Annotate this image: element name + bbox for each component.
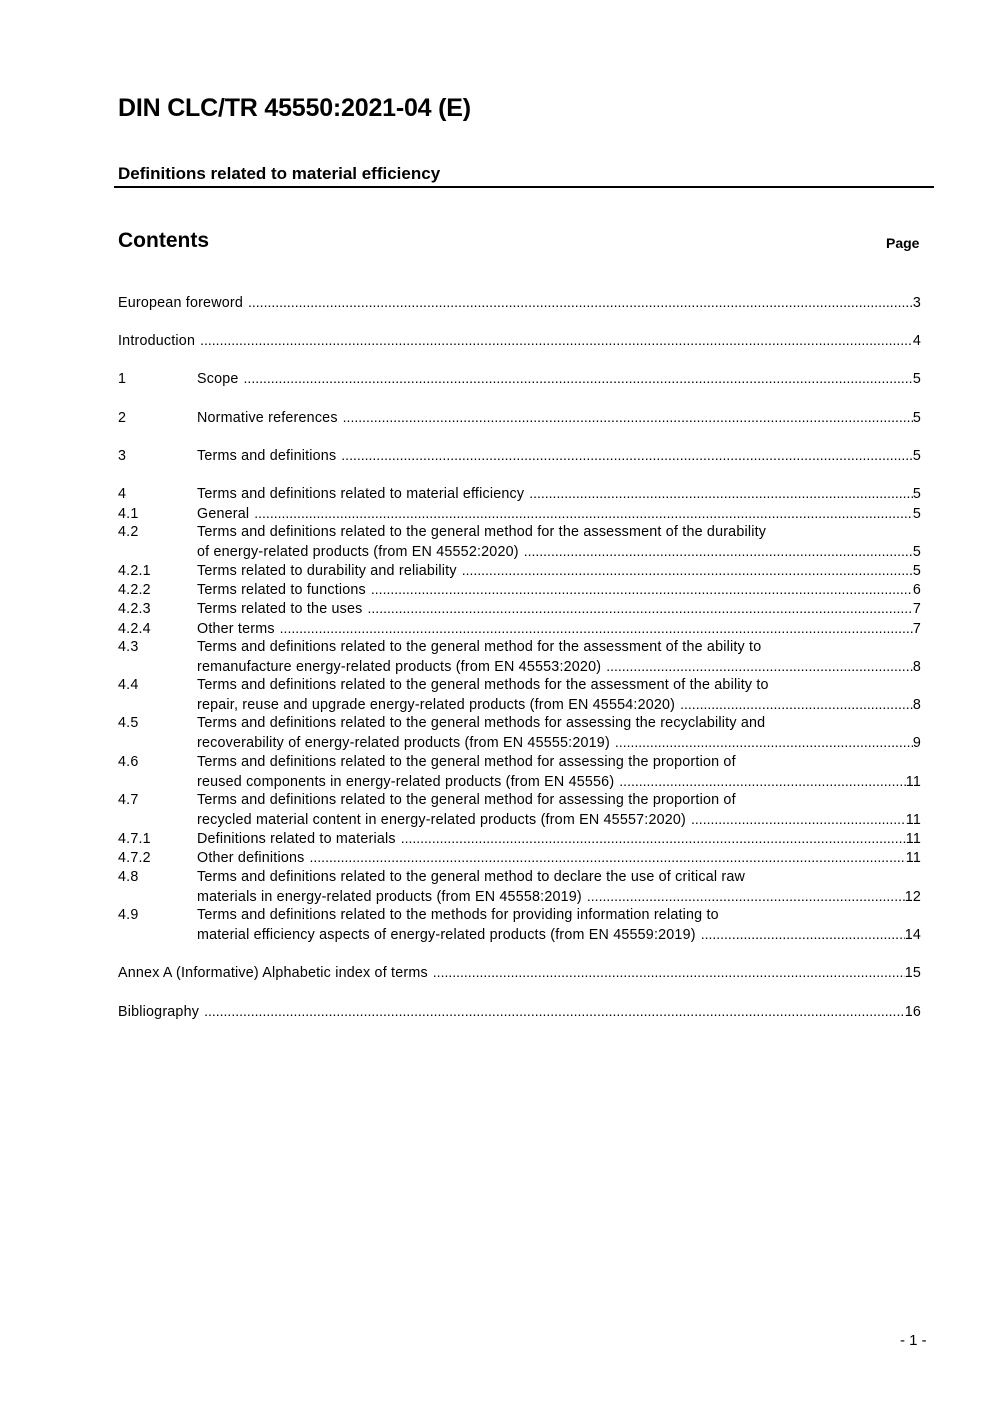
toc-entry-title: Normative references [197,410,338,426]
toc-dot-leader [341,446,913,465]
toc-page-number: 5 [912,410,921,426]
toc-line [118,523,921,542]
toc-dot-leader [368,599,913,618]
toc-line [118,829,921,848]
toc-entry[interactable] [118,714,921,752]
toc-dot-leader [462,561,913,580]
toc-entry-title: Terms and definitions related to the general methods for assessing the recyclability and [197,715,766,731]
toc-section-number: 4.5 [118,715,139,731]
toc-entry-title: reused components in energy-related products (from EN 45556) [197,774,615,791]
toc-entry-title: materials in energy-related products (from EN 45558:2019) [197,889,582,906]
toc-entry[interactable] [118,408,921,427]
toc-line [118,638,921,657]
toc-section-number: 4.2.4 [118,621,151,637]
toc-entry[interactable] [118,791,921,829]
toc-line [118,504,921,523]
toc-entry-title: material efficiency aspects of energy-related products (from EN 45559:2019) [197,927,696,944]
toc-dot-leader [587,887,905,906]
document-title: DIN CLC/TR 45550:2021-04 (E) [118,94,471,122]
toc-entry-title: Other terms [197,621,275,637]
toc-dot-leader [343,408,913,427]
toc-entry-title: Terms related to durability and reliability [197,563,457,579]
toc-page-number: 5 [912,563,921,579]
toc-page-number: 14 [904,927,921,944]
toc-dot-leader [200,331,913,350]
toc-entry-title: Terms and definitions related to the general methods for the assessment of the ability to [197,677,769,693]
toc-section-number: 3 [118,448,127,464]
toc-entry[interactable] [118,523,921,561]
toc-line [118,657,921,676]
toc-section-number: 4.2.1 [118,563,151,579]
toc-line [118,408,921,427]
toc-entry[interactable] [118,599,921,618]
toc-entry[interactable] [118,369,921,388]
toc-entry[interactable] [118,963,921,982]
toc-entry[interactable] [118,753,921,791]
toc-dot-leader [524,542,913,561]
toc-page-number: 5 [912,506,921,522]
toc-line [118,714,921,733]
toc-section-number: 4 [118,486,127,502]
toc-entry-title: Terms related to the uses [197,601,363,617]
toc-section-number: 4.2.3 [118,601,151,617]
toc-line [118,963,921,982]
toc-page-number: 3 [912,295,921,311]
toc-line [118,791,921,810]
toc-line [118,695,921,714]
toc-line [118,810,921,829]
toc-entry[interactable] [118,580,921,599]
toc-entry-title: Terms and definitions related to the general method for the assessment of the durability [197,524,767,540]
toc-dot-leader [615,733,913,752]
toc-section-number: 4.1 [118,506,139,522]
toc-entry[interactable] [118,868,921,906]
document-subtitle: Definitions related to material efficiency [118,164,441,183]
toc-entry-title: recoverability of energy-related products (from EN 45555:2019) [197,735,610,752]
toc-entry-title: Terms and definitions related to material efficiency [197,486,525,502]
toc-line [118,542,921,561]
toc-page-number: 15 [904,965,921,981]
toc-line [118,293,921,312]
toc-line [118,733,921,752]
toc-line [118,848,921,867]
toc-page-number: 9 [912,735,921,752]
toc-entry-title: General [197,506,250,522]
toc-line [118,599,921,618]
toc-line [118,561,921,580]
toc-entry[interactable] [118,1002,921,1021]
toc-page-number: 5 [912,371,921,387]
toc-line [118,331,921,350]
toc-entry[interactable] [118,331,921,350]
toc-dot-leader [701,925,905,944]
toc-line [118,753,921,772]
toc-dot-leader [529,484,913,503]
toc-line [118,868,921,887]
toc-line [118,484,921,503]
toc-page-number: 8 [912,659,921,676]
toc-entry-title: remanufacture energy-related products (from EN 45553:2020) [197,659,602,676]
toc-entry[interactable] [118,561,921,580]
toc-section-number: 4.7 [118,792,139,808]
toc-dot-leader [401,829,906,848]
toc-section-number: 4.7.1 [118,831,151,847]
toc-entry[interactable] [118,293,921,312]
toc-line [118,906,921,925]
toc-entry-title: Terms and definitions related to the general method for assessing the proportion of [197,792,736,808]
toc-page-number: 11 [905,831,921,847]
toc-page-number: 4 [912,333,921,349]
toc-dot-leader [310,848,906,867]
toc-page-number: 6 [912,582,921,598]
toc-section-number: 1 [118,371,127,387]
toc-entry-title: Terms and definitions related to the general method for assessing the proportion of [197,754,736,770]
toc-line [118,446,921,465]
toc-entry[interactable] [118,619,921,638]
toc-section-number: 4.6 [118,754,139,770]
toc-entry-title: of energy-related products (from EN 45552:2020) [197,544,519,561]
toc-line [118,676,921,695]
toc-section-number: 4.9 [118,907,139,923]
toc-entry[interactable] [118,484,921,503]
toc-entry[interactable] [118,848,921,867]
toc-dot-leader [619,772,905,791]
toc-entry-title: Terms and definitions [197,448,337,464]
page-column-label: Page [886,235,920,251]
toc-page-number: 8 [912,697,921,714]
toc-page-number: 5 [912,486,921,502]
toc-section-number: 4.2.2 [118,582,151,598]
toc-page-number: 16 [904,1004,921,1020]
title-rule [114,186,934,188]
toc-entry-title: Other definitions [197,850,305,866]
toc-section-number: 4.3 [118,639,139,655]
toc-section-number: 4.4 [118,677,139,693]
toc-entry-title: recycled material content in energy-related products (from EN 45557:2020) [197,812,687,829]
toc-entry[interactable] [118,446,921,465]
toc-page-number: 5 [912,544,921,561]
toc-page-number: 7 [912,621,921,637]
toc-line [118,1002,921,1021]
toc-dot-leader [680,695,913,714]
toc-line [118,772,921,791]
toc-entry-title: Scope [197,371,239,387]
toc-section-number: 2 [118,410,127,426]
toc-line [118,369,921,388]
toc-entry-title: Terms and definitions related to the methods for providing information relating to [197,907,719,923]
toc-dot-leader [433,963,905,982]
toc-entry-title: Terms and definitions related to the general method for the assessment of the ability to [197,639,762,655]
toc-entry-title: Definitions related to materials [197,831,396,847]
toc-entry[interactable] [118,906,921,944]
toc-dot-leader [606,657,913,676]
toc-entry-title: Terms related to functions [197,582,366,598]
toc-entry[interactable] [118,676,921,714]
toc-page-number: 11 [905,850,921,866]
toc-dot-leader [371,580,913,599]
toc-entry-title: repair, reuse and upgrade energy-related products (from EN 45554:2020) [197,697,676,714]
toc-page-number: 7 [912,601,921,617]
contents-heading: Contents [118,229,209,252]
toc-entry-title: Bibliography [118,1004,200,1020]
toc-dot-leader [204,1002,905,1021]
toc-section-number: 4.7.2 [118,850,151,866]
toc-entry-title: Terms and definitions related to the general method to declare the use of critical raw [197,869,746,885]
toc-entry-title: Introduction [118,333,196,349]
toc-page-number: 12 [904,889,921,906]
toc-section-number: 4.2 [118,524,139,540]
toc-entry-title: European foreword [118,295,244,311]
toc-page-number: 11 [905,812,921,829]
toc-line [118,887,921,906]
toc-dot-leader [691,810,906,829]
page-number: - 1 - [900,1332,927,1349]
toc-page-number: 11 [905,774,921,791]
toc-dot-leader [254,504,913,523]
toc-page-number: 5 [912,448,921,464]
toc-line [118,580,921,599]
toc-entry[interactable] [118,829,921,848]
toc-line [118,925,921,944]
toc-entry[interactable] [118,504,921,523]
toc-entry[interactable] [118,638,921,676]
toc-dot-leader [280,619,913,638]
toc-section-number: 4.8 [118,869,139,885]
toc-dot-leader [248,293,913,312]
toc-dot-leader [244,369,913,388]
toc-line [118,619,921,638]
toc-entry-title: Annex A (Informative) Alphabetic index of terms [118,965,428,981]
